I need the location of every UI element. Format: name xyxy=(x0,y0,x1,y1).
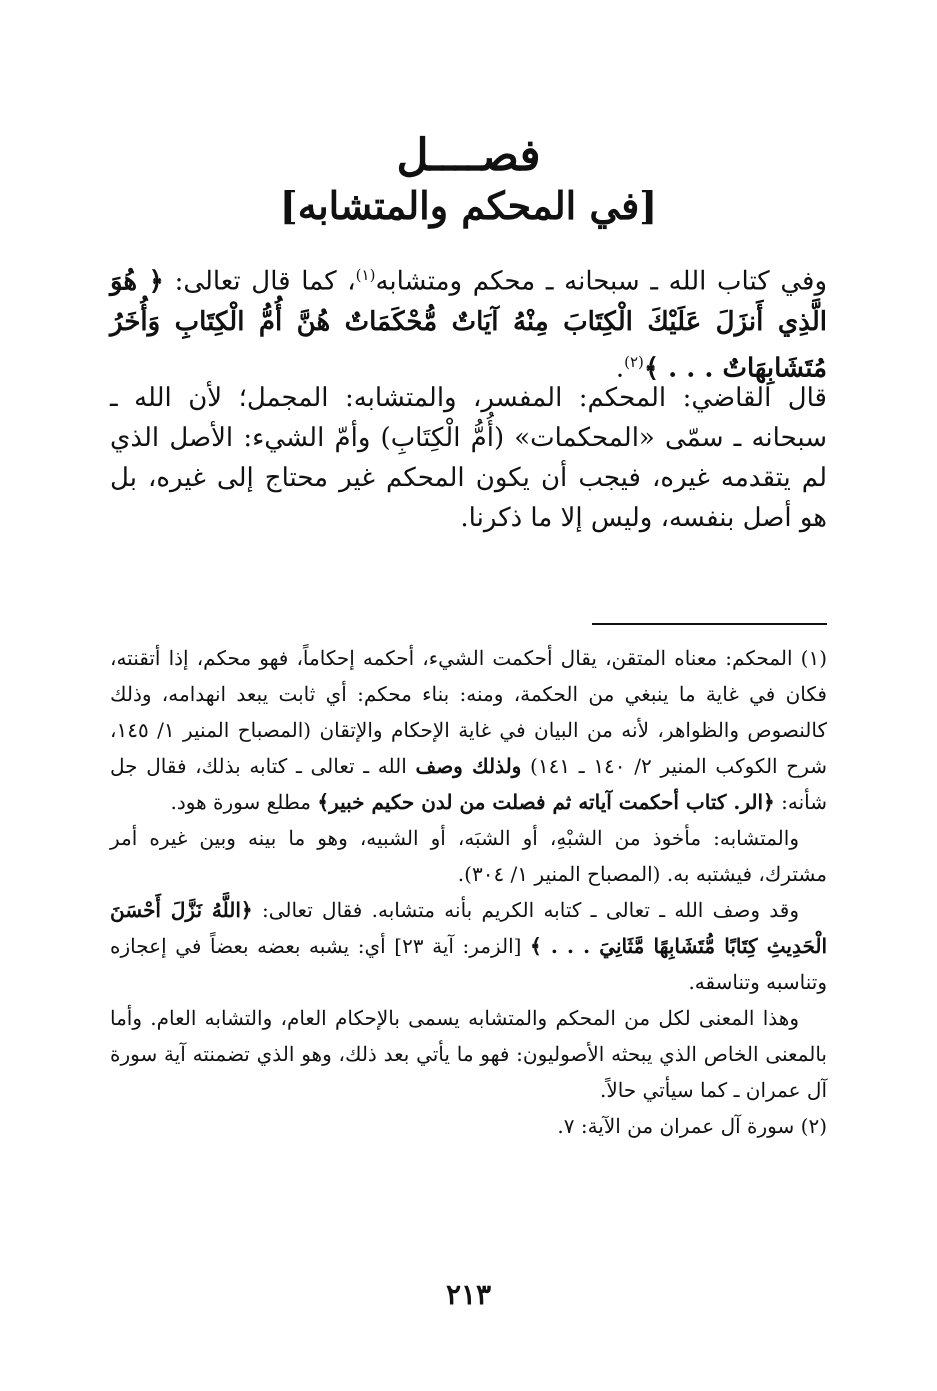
footnote-ref-2: (٢) xyxy=(624,352,644,371)
section-subtitle: [في المحكم والمتشابه] xyxy=(279,183,658,228)
footnote-1-para-3-end: [الزمر: آية ٢٣] أي: يشبه بعضه بعضاً في إعجازه وتناسبه وتناسقه. xyxy=(110,934,827,994)
footnote-ref-1: (١) xyxy=(355,266,376,284)
intro-text: وفي كتاب الله ـ سبحانه ـ محكم ومتشابه xyxy=(375,266,828,297)
footnote-1 xyxy=(110,640,827,820)
footnote-1-text: (١) المحكم: معناه المتقن، يقال أحكمت الشيء، أحكمه إحكاماً، فهو محكم، إذا أتقنته، فكان في غاية ما ينبغي من الحكمة، ومنه: بناء محكم: أي ثابت يبعد انهدامه، وذلك كالنصوص والظواهر، لأنه من البيان في غاية الإحكام والإتقان (المصباح المنير ١/ ١٤٥، شرح الكوكب المنير ٢/ ١٤٠ ـ ١٤١) xyxy=(110,646,827,778)
footnote-1-verse: ﴿الر. كتاب أحكمت آياته ثم فصلت من لدن حكيم خبير﴾ xyxy=(317,790,775,814)
quran-verse: ﴿ هُوَ الَّذِي أَنزَلَ عَلَيْكَ الْكِتَابَ مِنْهُ آيَاتٌ مُّحْكَمَاتٌ هُنَّ أُمُّ الْكِتَابِ وَأُخَرُ مُتَشَابِهَاتٌ . . . ﴾ xyxy=(110,266,827,384)
footnotes xyxy=(110,640,827,1144)
intro-end: . xyxy=(615,353,625,384)
footnote-1-para-3-verse: ﴿اللَّهُ نَزَّلَ أَحْسَنَ الْحَدِيثِ كِتَابًا مُّتَشَابِهًا مَّثَانِيَ . . . ﴾ xyxy=(110,898,828,958)
footnote-1-para-3 xyxy=(110,892,827,1000)
footnote-2: (٢) سورة آل عمران من الآية: ٧. xyxy=(557,1114,827,1138)
footnote-1-para-3-text: وقد وصف الله ـ تعالى ـ كتابه الكريم بأنه متشابه. فقال تعالى: xyxy=(261,898,800,922)
footnote-divider xyxy=(592,623,827,625)
footnote-1-text-2: الله ـ تعالى ـ كتابه بذلك، فقال جل شأنه: xyxy=(110,754,827,814)
footnote-1-end: مطلع سورة هود. xyxy=(170,790,311,814)
footnote-1-bold: ولذلك وصف xyxy=(415,754,522,778)
paragraph-intro xyxy=(110,255,827,388)
page-number: ٢١٣ xyxy=(445,1278,492,1311)
footnote-1-para-4: وهذا المعنى لكل من المحكم والمتشابه يسمى بالإحكام العام، والتشابه العام. وأما بالمعنى الخاص الذي يبحثه الأصوليون: فهو ما يأتي بعد ذلك، وهو الذي تضمنته آية سورة آل عمران ـ كما سيأتي حالاً. xyxy=(110,1006,827,1102)
paragraph-qadi: قال القاضي: المحكم: المفسر، والمتشابه: المجمل؛ لأن الله ـ سبحانه ـ سمّى «المحكمات» (أُمُّ الْكِتَابِ) وأمّ الشيء: الأصل الذي لم يتقدمه غيره، فيجب أن يكون المحكم غير محتاج إلى غيره، بل هو أصل بنفسه، وليس إلا ما ذكرنا. xyxy=(110,383,827,533)
chapter-title: فصــــل xyxy=(396,130,541,181)
intro-text-2: ، كما قال تعالى: xyxy=(174,266,356,297)
footnote-1-para-2: والمتشابه: مأخوذ من الشبْهِ، أو الشبَه، أو الشبيه، وهو ما بينه وبين غيره أمر مشترك، فيشتبه به. (المصباح المنير ١/ ٣٠٤). xyxy=(110,826,827,886)
